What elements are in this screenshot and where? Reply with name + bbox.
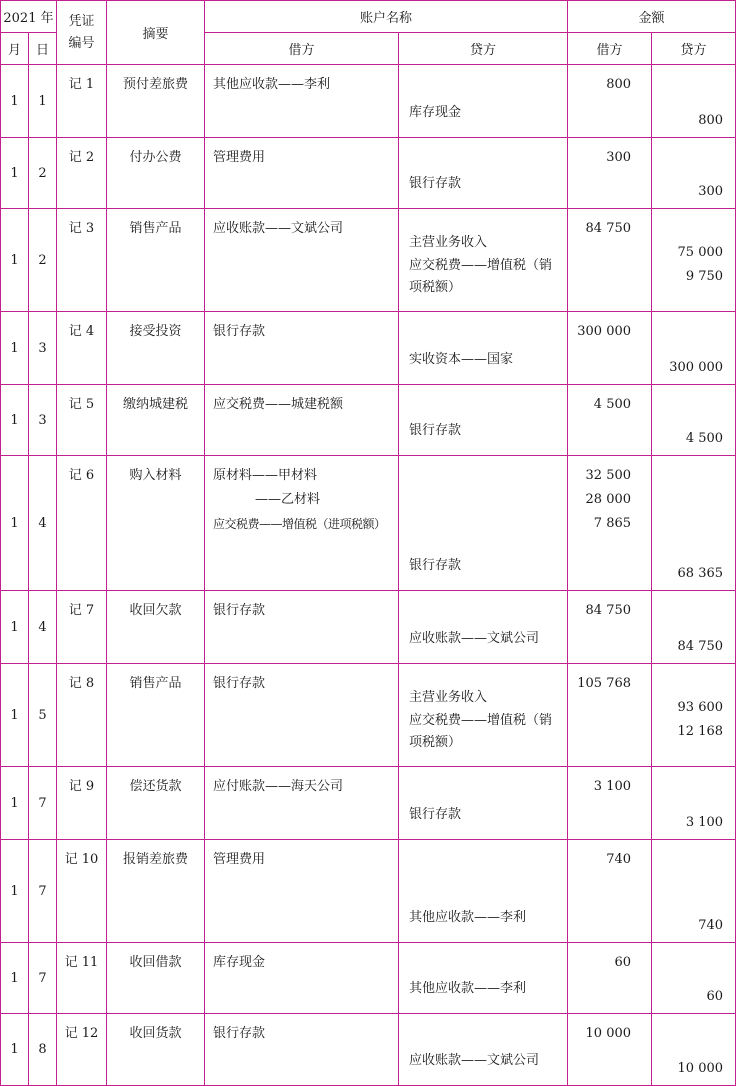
- credit-amount-value: 4 500: [685, 431, 724, 446]
- debit-amount-cell: [568, 65, 652, 138]
- credit-account-line: 库存现金: [409, 105, 462, 120]
- credit-account-cell: [399, 1014, 568, 1086]
- journal-body: [1, 65, 736, 1086]
- entry-month: 1: [1, 456, 29, 591]
- debit-account-cell: [205, 138, 399, 209]
- voucher-number: 记 6: [57, 456, 107, 591]
- entry-summary: 报销差旅费: [107, 840, 205, 943]
- voucher-number: 记 8: [57, 664, 107, 767]
- credit-account-cell: [399, 767, 568, 840]
- credit-account-line: 应交税费——增值税（销项税额）: [409, 713, 553, 750]
- debit-amount-cell: [568, 456, 652, 591]
- debit-account-line: 应收账款——文斌公司: [213, 221, 344, 236]
- credit-amount-value: 75 000: [677, 245, 724, 260]
- credit-account-line: 应收账款——文斌公司: [409, 1053, 540, 1068]
- debit-amount-cell: [568, 943, 652, 1014]
- debit-account-line: 管理费用: [213, 150, 266, 165]
- entry-summary: 购入材料: [107, 456, 205, 591]
- debit-account-cell: [205, 385, 399, 456]
- journal-row: [1, 456, 736, 591]
- credit-account-line: 银行存款: [409, 807, 462, 822]
- entry-month: 1: [1, 664, 29, 767]
- amount-header: 金额: [568, 1, 736, 33]
- debit-account-cell: [205, 664, 399, 767]
- debit-amount-value: 7 865: [593, 516, 632, 531]
- journal-row: [1, 664, 736, 767]
- credit-account-line: 实收资本——国家: [409, 352, 514, 367]
- entry-summary: 收回欠款: [107, 591, 205, 664]
- credit-amount-cell: [652, 1014, 736, 1086]
- debit-amount-value: 10 000: [585, 1026, 632, 1041]
- voucher-number: 记 11: [57, 943, 107, 1014]
- debit-account-line: 银行存款: [213, 603, 266, 618]
- entry-day: 2: [29, 138, 57, 209]
- credit-amount-cell: [652, 767, 736, 840]
- entry-day: 3: [29, 312, 57, 385]
- debit-account-cell: [205, 943, 399, 1014]
- credit-amount-cell: [652, 840, 736, 943]
- credit-account-line: 银行存款: [409, 558, 462, 573]
- credit-amount-value: 10 000: [677, 1061, 724, 1076]
- credit-amount-cell: [652, 138, 736, 209]
- credit-amount-cell: [652, 385, 736, 456]
- entry-summary: 缴纳城建税: [107, 385, 205, 456]
- day-header: 日: [29, 33, 57, 65]
- credit-account-line: 银行存款: [409, 423, 462, 438]
- amount-debit-header: 借方: [568, 33, 652, 65]
- amount-credit-header: 贷方: [652, 33, 736, 65]
- entry-day: 2: [29, 209, 57, 312]
- credit-account-cell: [399, 943, 568, 1014]
- debit-account-header: 借方: [205, 33, 399, 65]
- credit-account-line: 其他应收款——李利: [409, 910, 527, 925]
- voucher-no-label: 凭证编号: [68, 13, 95, 51]
- credit-amount-value: 9 750: [685, 269, 724, 284]
- debit-amount-cell: [568, 312, 652, 385]
- credit-account-line: 应收账款——文斌公司: [409, 631, 540, 646]
- debit-amount-value: 300 000: [577, 324, 632, 339]
- entry-summary: 接受投资: [107, 312, 205, 385]
- entry-day: 4: [29, 591, 57, 664]
- debit-amount-value: 84 750: [585, 603, 632, 618]
- journal-row: [1, 591, 736, 664]
- credit-account-cell: [399, 209, 568, 312]
- credit-account-line: 主营业务收入: [409, 690, 488, 705]
- debit-amount-cell: [568, 664, 652, 767]
- credit-account-line: 银行存款: [409, 176, 462, 191]
- voucher-number: 记 5: [57, 385, 107, 456]
- credit-amount-value: 300 000: [669, 360, 724, 375]
- debit-amount-value: 3 100: [593, 779, 632, 794]
- debit-amount-value: 105 768: [577, 676, 632, 691]
- debit-account-cell: [205, 312, 399, 385]
- debit-amount-value: 60: [614, 955, 632, 970]
- entry-month: 1: [1, 312, 29, 385]
- debit-amount-value: 32 500: [585, 468, 632, 483]
- entry-day: 8: [29, 1014, 57, 1086]
- credit-amount-cell: [652, 591, 736, 664]
- credit-amount-value: 60: [706, 989, 724, 1004]
- journal-row: [1, 138, 736, 209]
- entry-day: 3: [29, 385, 57, 456]
- debit-amount-cell: [568, 385, 652, 456]
- debit-amount-cell: [568, 209, 652, 312]
- journal-row: [1, 65, 736, 138]
- journal-row: [1, 840, 736, 943]
- credit-amount-value: 93 600: [677, 700, 724, 715]
- debit-account-line: 银行存款: [213, 324, 266, 339]
- entry-day: 7: [29, 943, 57, 1014]
- month-header: 月: [1, 33, 29, 65]
- debit-account-line: 库存现金: [213, 955, 266, 970]
- debit-account-cell: [205, 840, 399, 943]
- debit-account-cell: [205, 456, 399, 591]
- credit-amount-value: 68 365: [677, 566, 724, 581]
- debit-account-cell: [205, 591, 399, 664]
- credit-amount-cell: [652, 943, 736, 1014]
- credit-account-cell: [399, 840, 568, 943]
- voucher-no-header: [57, 1, 107, 65]
- journal-row: [1, 943, 736, 1014]
- debit-account-cell: [205, 1014, 399, 1086]
- credit-account-cell: [399, 456, 568, 591]
- entry-summary: 销售产品: [107, 209, 205, 312]
- voucher-number: 记 3: [57, 209, 107, 312]
- credit-amount-value: 12 168: [677, 724, 724, 739]
- entry-month: 1: [1, 1014, 29, 1086]
- credit-amount-cell: [652, 65, 736, 138]
- journal-row: [1, 767, 736, 840]
- debit-amount-cell: [568, 591, 652, 664]
- journal-row: [1, 385, 736, 456]
- credit-account-cell: [399, 312, 568, 385]
- entry-day: 7: [29, 840, 57, 943]
- debit-amount-value: 740: [606, 852, 632, 867]
- credit-account-cell: [399, 138, 568, 209]
- credit-account-cell: [399, 385, 568, 456]
- credit-amount-value: 3 100: [685, 815, 724, 830]
- entry-summary: 付办公费: [107, 138, 205, 209]
- debit-amount-value: 4 500: [593, 397, 632, 412]
- debit-account-line: ——乙材料: [255, 492, 321, 507]
- debit-account-line: 应交税费——增值税（进项税额）: [213, 517, 386, 531]
- entry-month: 1: [1, 840, 29, 943]
- debit-account-line: 应付账款——海天公司: [213, 779, 344, 794]
- entry-month: 1: [1, 138, 29, 209]
- debit-account-cell: [205, 209, 399, 312]
- entry-day: 7: [29, 767, 57, 840]
- entry-summary: 预付差旅费: [107, 65, 205, 138]
- credit-account-line: 主营业务收入: [409, 235, 488, 250]
- debit-account-cell: [205, 65, 399, 138]
- entry-month: 1: [1, 591, 29, 664]
- entry-month: 1: [1, 65, 29, 138]
- journal-row: [1, 312, 736, 385]
- debit-amount-value: 800: [606, 77, 632, 92]
- entry-month: 1: [1, 943, 29, 1014]
- entry-day: 4: [29, 456, 57, 591]
- entry-summary: 收回借款: [107, 943, 205, 1014]
- entry-month: 1: [1, 767, 29, 840]
- entry-day: 5: [29, 664, 57, 767]
- entry-day: 1: [29, 65, 57, 138]
- credit-amount-value: 740: [698, 918, 724, 933]
- debit-amount-cell: [568, 840, 652, 943]
- credit-account-line: 其他应收款——李利: [409, 981, 527, 996]
- debit-amount-value: 84 750: [585, 221, 632, 236]
- voucher-number: 记 2: [57, 138, 107, 209]
- voucher-number: 记 9: [57, 767, 107, 840]
- account-name-header: 账户名称: [205, 1, 568, 33]
- debit-account-line: 其他应收款——李利: [213, 77, 331, 92]
- debit-account-line: 银行存款: [213, 676, 266, 691]
- debit-amount-cell: [568, 138, 652, 209]
- entry-summary: 收回货款: [107, 1014, 205, 1086]
- credit-amount-cell: [652, 209, 736, 312]
- credit-amount-value: 800: [698, 113, 724, 128]
- journal-row: [1, 1014, 736, 1086]
- debit-account-line: 银行存款: [213, 1026, 266, 1041]
- credit-amount-cell: [652, 312, 736, 385]
- year-header: 2021 年: [1, 1, 57, 33]
- debit-account-line: 管理费用: [213, 852, 266, 867]
- voucher-number: 记 7: [57, 591, 107, 664]
- debit-account-line: 应交税费——城建税额: [213, 397, 344, 412]
- debit-amount-cell: [568, 1014, 652, 1086]
- debit-account-line: 原材料——甲材料: [213, 468, 318, 483]
- journal-row: [1, 209, 736, 312]
- debit-amount-value: 300: [606, 150, 632, 165]
- debit-amount-value: 28 000: [585, 492, 632, 507]
- debit-amount-cell: [568, 767, 652, 840]
- entry-month: 1: [1, 209, 29, 312]
- summary-header: 摘要: [107, 1, 205, 65]
- credit-amount-value: 84 750: [677, 639, 724, 654]
- credit-amount-cell: [652, 664, 736, 767]
- credit-account-cell: [399, 65, 568, 138]
- credit-account-line: 应交税费——增值税（销项税额）: [409, 258, 553, 295]
- voucher-number: 记 12: [57, 1014, 107, 1086]
- entry-month: 1: [1, 385, 29, 456]
- credit-amount-value: 300: [698, 184, 724, 199]
- credit-amount-cell: [652, 456, 736, 591]
- voucher-number: 记 1: [57, 65, 107, 138]
- debit-account-cell: [205, 767, 399, 840]
- credit-account-cell: [399, 664, 568, 767]
- voucher-number: 记 4: [57, 312, 107, 385]
- entry-summary: 偿还货款: [107, 767, 205, 840]
- voucher-number: 记 10: [57, 840, 107, 943]
- credit-account-cell: [399, 591, 568, 664]
- credit-account-header: 贷方: [399, 33, 568, 65]
- entry-summary: 销售产品: [107, 664, 205, 767]
